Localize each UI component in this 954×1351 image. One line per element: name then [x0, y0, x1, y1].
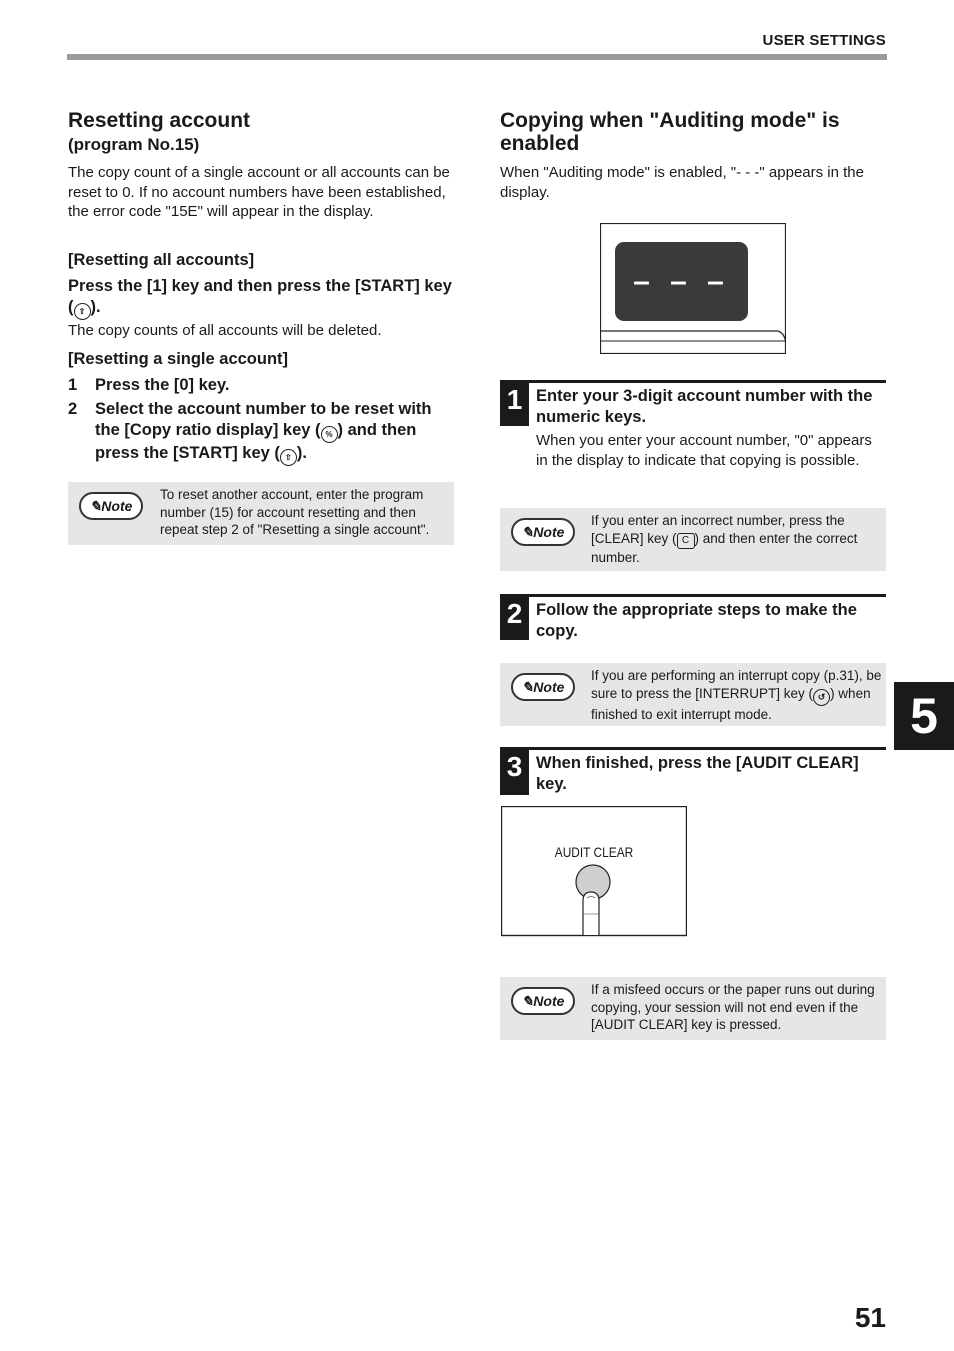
right-intro: When "Auditing mode" is enabled, "- - -" appears in the display. [500, 164, 864, 201]
start-key-icon: ⇧ [74, 303, 91, 320]
note-text-b: ) and then enter the correct number. [591, 530, 858, 565]
step2-text-c: ). [296, 444, 307, 462]
note-icon: ✎Note [79, 492, 143, 520]
step-1-body: When you enter your account number, "0" appears in the display to indicate that copying is possible. [536, 432, 872, 469]
step2-text-b: ) and then press the [START] key ( [95, 421, 417, 462]
audit-clear-illustration [501, 806, 687, 937]
interrupt-key-icon: ↺ [813, 689, 830, 706]
resetting-all-instruction [68, 276, 456, 320]
note-badge-label: Note [101, 498, 133, 514]
instruction-text-end: ). [90, 298, 101, 316]
left-note-text: To reset another account, enter the program number (15) for account resetting and then repeat step 2 of "Resetting a single account". [160, 487, 430, 537]
page-number: 51 [854, 1302, 886, 1333]
step-1-heading: Enter your 3-digit account number with the numeric keys. [536, 387, 873, 426]
step-2-note-box [500, 663, 886, 726]
display-illustration [600, 223, 786, 354]
step-3-number: 3 [500, 747, 529, 795]
resetting-all-result: The copy counts of all accounts will be deleted. [68, 322, 382, 339]
single-step-1-number: 1 [68, 376, 78, 394]
resetting-all-heading: [Resetting all accounts] [68, 251, 255, 269]
resetting-single-heading: [Resetting a single account] [68, 350, 289, 368]
step-2-heading: Follow the appropriate steps to make the copy. [536, 601, 857, 640]
step-1-note-box [500, 508, 886, 571]
left-section-subtitle: (program No.15) [68, 135, 200, 154]
section-header: USER SETTINGS [762, 32, 886, 49]
step-2-rule [500, 594, 886, 597]
step-1-number: 1 [500, 380, 529, 426]
note-icon: ✎Note [511, 518, 575, 546]
instruction-text: Press the [1] key and then press the [START] key ( [68, 277, 452, 316]
step-1-note-text [591, 512, 884, 566]
audit-clear-label: AUDIT CLEAR [554, 844, 634, 860]
step-3-rule [500, 747, 886, 750]
left-note-box [68, 482, 454, 545]
left-intro: The copy count of a single account or all accounts can be reset to 0. If no account numbers have been established, the error code "15E" will appear in the display. [68, 164, 450, 220]
note-badge-label: Note [533, 679, 565, 695]
step-3-heading: When finished, press the [AUDIT CLEAR] key. [536, 754, 859, 793]
copy-ratio-key-icon: % [321, 426, 338, 443]
note-badge-label: Note [533, 524, 565, 540]
start-key-icon: ⇧ [280, 449, 297, 466]
chapter-tab: 5 [894, 682, 954, 750]
display-dashes: – – – [633, 265, 730, 298]
note-icon: ✎Note [511, 673, 575, 701]
clear-key-icon: C [677, 533, 695, 549]
step-1-rule [500, 380, 886, 383]
header-rule [67, 54, 887, 60]
right-section-title: Copying when "Auditing mode" is enabled [500, 109, 840, 155]
step-2-note-text [591, 667, 884, 723]
single-step-2-number: 2 [68, 400, 78, 418]
single-step-1-text: Press the [0] key. [95, 376, 230, 394]
note-text-b: ) when finished to exit interrupt mode. [591, 685, 871, 722]
step2-text-a: Select the account number to be reset with the [Copy ratio display] key ( [95, 400, 432, 439]
left-section-title: Resetting account [68, 109, 251, 132]
step-3-note-box [500, 977, 886, 1040]
note-text-a: If you enter an incorrect number, press the [CLEAR] key ( [591, 513, 845, 546]
note-text-a: If you are performing an interrupt copy (p.31), be sure to press the [INTERRUPT] key ( [591, 668, 882, 701]
note-icon: ✎Note [511, 987, 575, 1015]
single-step-2-text [95, 399, 457, 466]
step-3-note-text: If a misfeed occurs or the paper runs out during copying, your session will not end even if the [AUDIT CLEAR] key is pressed. [591, 982, 875, 1032]
step-2-number: 2 [500, 594, 529, 640]
note-badge-label: Note [533, 993, 565, 1009]
